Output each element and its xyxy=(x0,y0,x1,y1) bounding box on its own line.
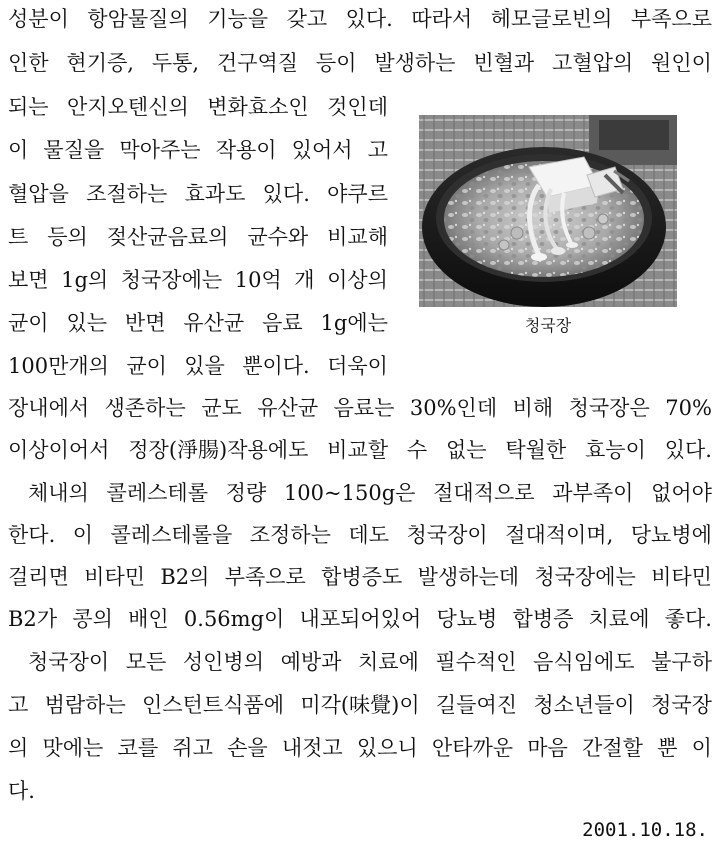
word: 되는 xyxy=(8,95,49,119)
text-line xyxy=(8,0,712,38)
word: 작용이 xyxy=(215,138,277,162)
word: 조절하는 xyxy=(86,182,168,206)
word: 100~150g은 xyxy=(283,481,416,505)
word: 성분이 xyxy=(8,7,69,31)
word: 있다. xyxy=(345,7,393,31)
text-line xyxy=(8,218,388,256)
word: 간절할 xyxy=(582,736,643,760)
word: 손을 xyxy=(227,736,268,760)
word: 반면 xyxy=(124,311,166,335)
word: 청국장이 xyxy=(28,650,110,674)
word: 합병증 xyxy=(512,607,574,631)
text-line xyxy=(8,558,712,596)
word: 항암물질의 xyxy=(87,7,189,31)
word: 비타민 xyxy=(84,565,146,589)
word: 생존하는 xyxy=(104,396,186,420)
word: 장내에서 xyxy=(8,396,90,420)
word: 걸리면 xyxy=(8,565,69,589)
word: 막아주는 xyxy=(119,138,201,162)
word: 모든 xyxy=(125,650,167,674)
word: 과부족이 xyxy=(552,481,634,505)
word: 고 xyxy=(367,138,388,162)
word: 안지오텐신의 xyxy=(67,95,189,119)
word: 범람하는 xyxy=(44,693,126,717)
word: 뿐이다. xyxy=(242,354,310,378)
word: 음료는 xyxy=(333,396,395,420)
word: 개 xyxy=(294,268,315,292)
word: 청국장 xyxy=(651,693,712,717)
word: 균이 xyxy=(8,311,49,335)
word: 발생하는데 xyxy=(417,565,520,589)
word: 비교할 xyxy=(327,438,389,462)
word: 치료에 xyxy=(588,607,650,631)
word: 청국장은 xyxy=(568,396,650,420)
word: 있어서 xyxy=(291,138,353,162)
word: 정장(淨腸)작용에도 xyxy=(128,438,309,462)
word: 등이 xyxy=(315,51,357,75)
date-stamp: 2001.10.18. xyxy=(582,819,708,841)
photo-caption: 청국장 xyxy=(524,316,572,335)
word: 예방과 xyxy=(280,650,342,674)
text-line: 다. xyxy=(8,779,35,803)
word: 내포되어있어 xyxy=(299,607,422,631)
word: 절대적이며, xyxy=(505,523,614,547)
word: 이상의 xyxy=(327,268,388,292)
cheonggukjang-photo xyxy=(419,115,677,307)
word: 성인병의 xyxy=(182,650,265,674)
word: 수 xyxy=(406,438,428,462)
word: 갖고 xyxy=(286,7,328,31)
word: 트 xyxy=(8,225,29,249)
word: 비타민 xyxy=(651,565,712,589)
word: 물질을 xyxy=(43,138,105,162)
word: 좋다. xyxy=(664,607,712,631)
text-line xyxy=(8,131,388,169)
word: 유산균 xyxy=(257,396,319,420)
word: 두통, xyxy=(151,51,200,75)
word: 길들여진 xyxy=(435,693,518,717)
word: 10억 xyxy=(234,268,282,292)
text-line xyxy=(8,347,388,385)
word: 한다. xyxy=(8,523,56,547)
word: 청국장에는 xyxy=(120,268,223,292)
word: 혈압을 xyxy=(8,182,69,206)
word: 코를 xyxy=(117,736,159,760)
word: B2가 xyxy=(8,607,58,631)
word: 의 xyxy=(8,736,29,760)
text-line xyxy=(8,729,712,767)
word: 당뇨병 xyxy=(436,607,498,631)
word: 부족으로 xyxy=(630,7,712,31)
word: 있으니 xyxy=(356,736,418,760)
word: 있는 xyxy=(66,311,108,335)
text-line xyxy=(8,304,388,342)
word: 효능이 xyxy=(585,438,646,462)
text-line xyxy=(8,389,712,427)
word: 부족으로 xyxy=(224,565,306,589)
word: 내젓고 xyxy=(281,736,343,760)
word: 유산균 xyxy=(183,311,245,335)
word: 조정하는 xyxy=(249,523,331,547)
word: 빈혈과 xyxy=(473,51,535,75)
word: 맛에는 xyxy=(42,736,104,760)
word: 균도 xyxy=(201,396,242,420)
text-line xyxy=(8,88,388,126)
word: 있다. xyxy=(664,438,712,462)
word: 인한 xyxy=(8,51,49,75)
word: 있을 xyxy=(184,354,225,378)
word: 청국장에는 xyxy=(534,565,636,589)
word: 따라서 xyxy=(411,7,473,31)
text-line xyxy=(8,516,712,554)
word: 치료에 xyxy=(358,650,419,674)
word: B2의 xyxy=(160,565,210,589)
word: 합병증도 xyxy=(321,565,403,589)
word: 이 xyxy=(72,523,94,547)
word: 콜레스테롤 xyxy=(106,481,208,505)
word: 원인이 xyxy=(651,51,712,75)
word: 이 xyxy=(691,736,712,760)
word: 균수와 xyxy=(247,225,309,249)
word: 없는 xyxy=(445,438,487,462)
word: 30%인데 xyxy=(409,396,498,420)
word: 데도 xyxy=(348,523,389,547)
word: 탁월한 xyxy=(505,438,567,462)
word: 있다. xyxy=(262,182,310,206)
word: 효과도 xyxy=(184,182,246,206)
word: 쥐고 xyxy=(172,736,213,760)
word: 안타까운 xyxy=(431,736,514,760)
word: 1g에는 xyxy=(320,311,388,335)
word: 젖산균음료의 xyxy=(106,225,229,249)
text-line xyxy=(28,474,712,512)
word: 비교해 xyxy=(327,225,388,249)
word: 음료 xyxy=(262,311,303,335)
word: 필수적인 xyxy=(435,650,517,674)
text-line xyxy=(8,175,388,213)
word: 배인 xyxy=(128,607,169,631)
word: 고 xyxy=(8,693,29,717)
word: 등의 xyxy=(47,225,88,249)
word: 뿐 xyxy=(657,736,678,760)
text-line xyxy=(8,686,712,724)
word: 이 xyxy=(8,138,29,162)
text-line xyxy=(8,44,712,82)
word: 청소년들이 xyxy=(533,693,635,717)
word: 없어야 xyxy=(651,481,712,505)
word: 청국장이 xyxy=(406,523,488,547)
word: 비해 xyxy=(512,396,554,420)
word: 0.56mg이 xyxy=(183,607,285,631)
word: 현기증, xyxy=(66,51,134,75)
word: 콜레스테롤을 xyxy=(110,523,233,547)
word: 70% xyxy=(665,396,712,420)
word: 균이 xyxy=(126,354,167,378)
word: 미각(味覺)이 xyxy=(300,693,420,717)
word: 것인데 xyxy=(327,95,388,119)
word: 건구역질 xyxy=(216,51,299,75)
word: 인스턴트식품에 xyxy=(142,693,285,717)
word: 1g의 xyxy=(61,268,109,292)
word: 헤모글로빈의 xyxy=(490,7,613,31)
word: 고혈압의 xyxy=(552,51,634,75)
word: 당뇨병에 xyxy=(630,523,712,547)
word: 음식임에도 xyxy=(533,650,635,674)
text-line xyxy=(8,431,712,469)
word: 더욱이 xyxy=(327,354,388,378)
word: 기능을 xyxy=(207,7,269,31)
word: 콩의 xyxy=(72,607,113,631)
word: 야쿠르 xyxy=(327,182,388,206)
text-line xyxy=(8,600,712,638)
word: 이상이어서 xyxy=(8,438,110,462)
word: 체내의 xyxy=(28,481,89,505)
word: 변화효소인 xyxy=(207,95,309,119)
word: 정량 xyxy=(225,481,267,505)
text-line xyxy=(28,643,712,681)
word: 불구하 xyxy=(651,650,712,674)
word: 마음 xyxy=(527,736,568,760)
text-line xyxy=(8,261,388,299)
word: 100만개의 xyxy=(8,354,109,378)
word: 보면 xyxy=(8,268,49,292)
word: 발생하는 xyxy=(374,51,456,75)
word: 절대적으로 xyxy=(433,481,535,505)
